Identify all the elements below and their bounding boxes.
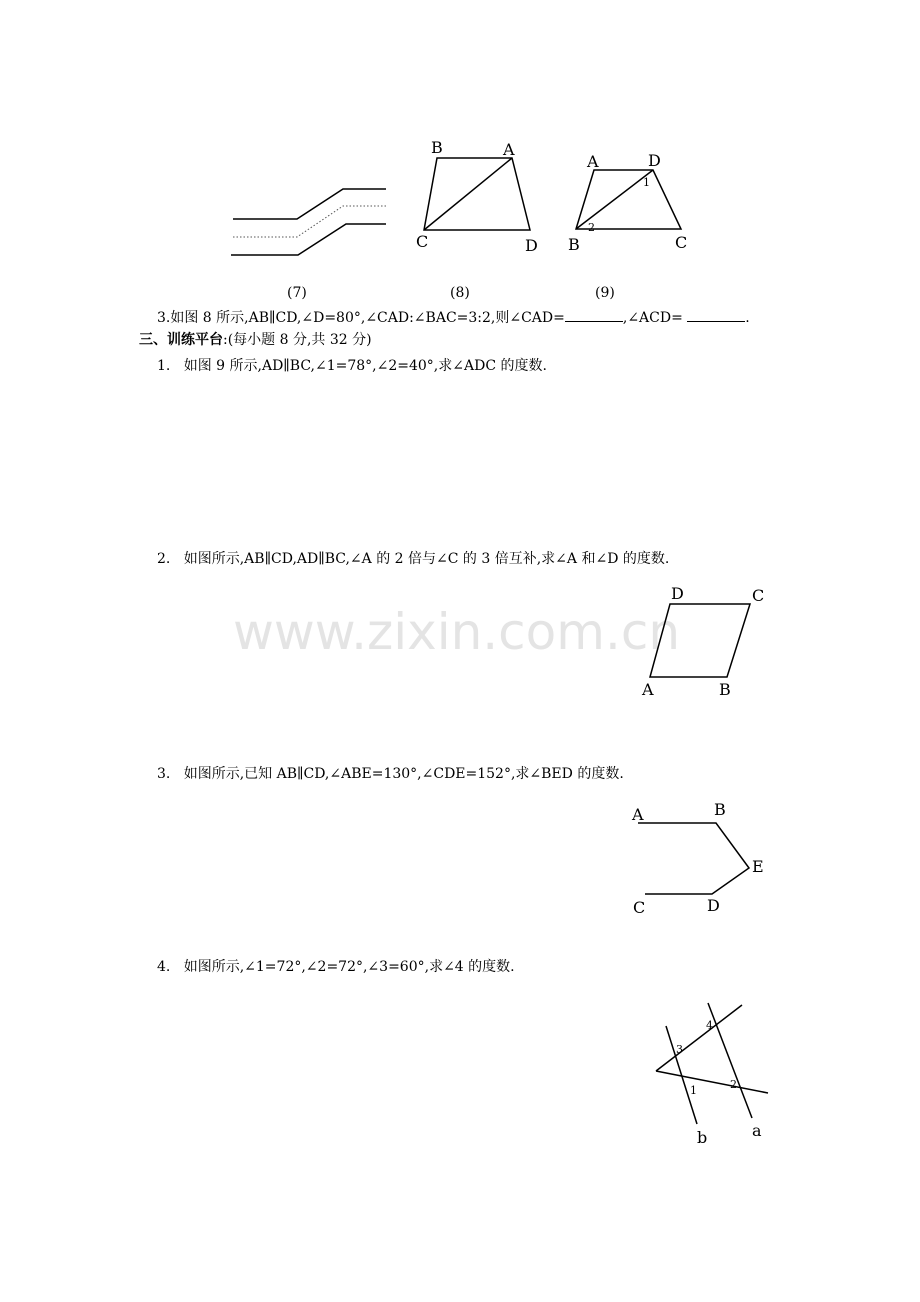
fig9-angle-1: 1 [643, 176, 650, 189]
p2-label-C: C [752, 586, 765, 605]
problem-3-number: 3. [157, 766, 171, 782]
p4-line-a-label: a [752, 1121, 762, 1140]
fig8-label-A: A [503, 140, 515, 159]
fig8-label-C: C [416, 232, 429, 251]
p3-label-B: B [714, 800, 726, 819]
fill-question-3-text: 3.如图 8 所示,AB∥CD,∠D=80°,∠CAD:∠BAC=3:2,则∠CAD= [157, 310, 565, 326]
p4-angle-2: 2 [730, 1078, 737, 1091]
fig9-label-B: B [568, 235, 580, 254]
fill-question-3-end: . [745, 310, 750, 326]
p2-label-A: A [642, 680, 654, 699]
fig9-angle-2: 2 [588, 221, 595, 234]
problem-2-number: 2. [157, 551, 171, 567]
p2-label-B: B [719, 680, 731, 699]
p3-label-D: D [707, 896, 720, 915]
p3-label-A: A [632, 805, 644, 824]
fig9-label-D: D [648, 151, 661, 170]
problem-4-number: 4. [157, 959, 171, 975]
p3-label-C: C [633, 898, 646, 917]
p2-label-D: D [671, 584, 684, 603]
section-3-title: 三、训练平台 [139, 332, 223, 348]
fig9-label-C: C [675, 233, 688, 252]
p4-angle-1: 1 [690, 1084, 697, 1097]
p3-label-E: E [752, 857, 764, 876]
p4-angle-3: 3 [676, 1043, 683, 1056]
fig8-label-D: D [525, 236, 538, 255]
fig9-label-A: A [587, 152, 599, 171]
figure-8-caption: (8) [450, 285, 470, 301]
problem-1-text: 如图 9 所示,AD∥BC,∠1=78°,∠2=40°,求∠ADC 的度数. [183, 358, 547, 374]
p4-angle-4: 4 [706, 1019, 713, 1032]
watermark: www.zixin.com.cn [233, 603, 681, 661]
section-3-note: :(每小题 8 分,共 32 分) [223, 332, 372, 348]
problem-1-number: 1. [157, 358, 171, 374]
figure-7-caption: (7) [287, 285, 307, 301]
fig8-label-B: B [431, 138, 443, 157]
problem-2-text: 如图所示,AB∥CD,AD∥BC,∠A 的 2 倍与∠C 的 3 倍互补,求∠A 和∠D 的度数. [183, 551, 670, 567]
figure-9-caption: (9) [595, 285, 615, 301]
problem-3-text: 如图所示,已知 AB∥CD,∠ABE=130°,∠CDE=152°,求∠BED 的度数. [183, 766, 624, 782]
fill-question-3-mid: ,∠ACD= [622, 310, 683, 326]
problem-4-text: 如图所示,∠1=72°,∠2=72°,∠3=60°,求∠4 的度数. [183, 959, 515, 975]
p4-line-b-label: b [697, 1128, 708, 1147]
